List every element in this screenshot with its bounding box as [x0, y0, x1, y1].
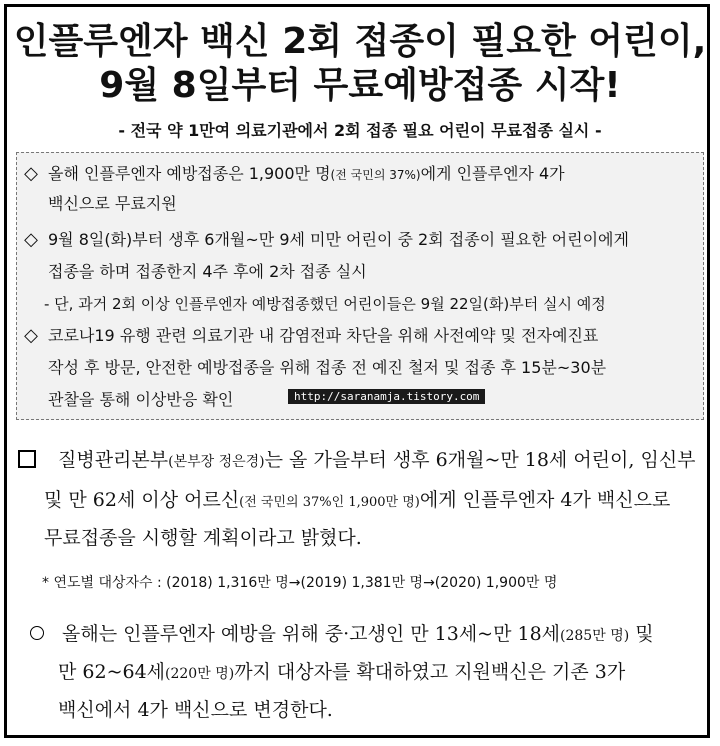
- yearly-target-note: * 연도별 대상자수 : (2018) 1,316만 명→(2019) 1,381만 명→(2020) 1,900만 명: [42, 575, 558, 591]
- body-p2-note: (285만 명): [560, 628, 630, 644]
- summary-item-1-line-1: [22, 164, 565, 185]
- body-p1-line2-text: 및 만 62세 이상 어르신: [44, 489, 240, 511]
- body-p1-text: 는 올 가을부터 생후 6개월~만 18세 어린이, 임신부: [264, 449, 696, 471]
- summary-item-1-text: 올해 인플루엔자 예방접종은 1,900만 명: [48, 164, 331, 183]
- body-p2-text-end: 및: [629, 623, 654, 645]
- body-paragraph-2-line-2: [58, 660, 625, 686]
- body-paragraph-1-line-1: [18, 448, 696, 474]
- body-paragraph-1-line-2: [44, 488, 670, 515]
- circle-bullet-icon: [30, 626, 44, 640]
- headline-line-1: 인플루엔자 백신 2회 접종이 필요한 어린이,: [13, 21, 707, 62]
- body-p2-line2-note: (220만 명): [165, 666, 235, 682]
- summary-item-3-line-3: 관찰을 통해 이상반응 확인: [48, 390, 234, 409]
- body-p2-text: 올해는 인플루엔자 예방을 위해 중·고생인 만 13세~만 18세: [62, 623, 561, 645]
- diamond-bullet-icon: ◇: [24, 229, 38, 250]
- headline-line-2: 9월 8일부터 무료예방접종 시작!: [99, 65, 621, 106]
- summary-item-2-line-1: [22, 230, 629, 250]
- summary-box: [16, 152, 704, 420]
- summary-item-3-line-2: 작성 후 방문, 안전한 예방접종을 위해 접종 전 예진 철저 및 접종 후 15분~30분: [48, 358, 607, 377]
- body-paragraph-2-line-1: [30, 622, 654, 648]
- body-p2-line2-text-end: 까지 대상자를 확대하였고 지원백신은 기존 3가: [234, 661, 626, 683]
- square-bullet-icon: [18, 450, 36, 468]
- summary-item-1-note: (전 국민의 37%): [330, 168, 421, 182]
- body-paragraph-1-line-3: 무료접종을 시행할 계획이라고 밝혔다.: [44, 527, 362, 549]
- org-name: 질병관리본부: [58, 449, 169, 471]
- diamond-bullet-icon: ◇: [24, 163, 38, 184]
- summary-item-1-line-2: 백신으로 무료지원: [48, 194, 177, 213]
- summary-item-2-line-2: 접종을 하며 접종한지 4주 후에 2차 접종 실시: [48, 262, 367, 281]
- org-head-note: (본부장 정은경): [168, 454, 265, 470]
- body-p2-line2-text: 만 62~64세: [58, 661, 166, 683]
- diamond-bullet-icon: ◇: [24, 325, 38, 346]
- body-p1-line2-note: (전 국민의 37%인 1,900만 명): [239, 495, 420, 510]
- summary-item-3-line-1: [22, 326, 598, 346]
- summary-item-1-text-end: 에게 인플루엔자 4가: [420, 164, 565, 183]
- body-paragraph-2-line-3: 백신에서 4가 백신으로 변경한다.: [58, 699, 333, 721]
- summary-item-2-text: 9월 8일(화)부터 생후 6개월~만 9세 미만 어린이 중 2회 접종이 필요한 어린이에게: [48, 230, 629, 249]
- subheadline: - 전국 약 1만여 의료기관에서 2회 접종 필요 어린이 무료접종 실시 -: [118, 121, 602, 140]
- summary-item-3-text: 코로나19 유행 관련 의료기관 내 감염전파 차단을 위해 사전예약 및 전자예진표: [48, 326, 599, 345]
- body-p1-line2-text-end: 에게 인플루엔자 4가 백신으로: [419, 489, 671, 511]
- watermark-url: http://saranamja.tistory.com: [288, 389, 485, 404]
- summary-item-2-subnote: - 단, 과거 2회 이상 인플루엔자 예방접종했던 어린이들은 9월 22일(화)부터 실시 예정: [44, 295, 606, 313]
